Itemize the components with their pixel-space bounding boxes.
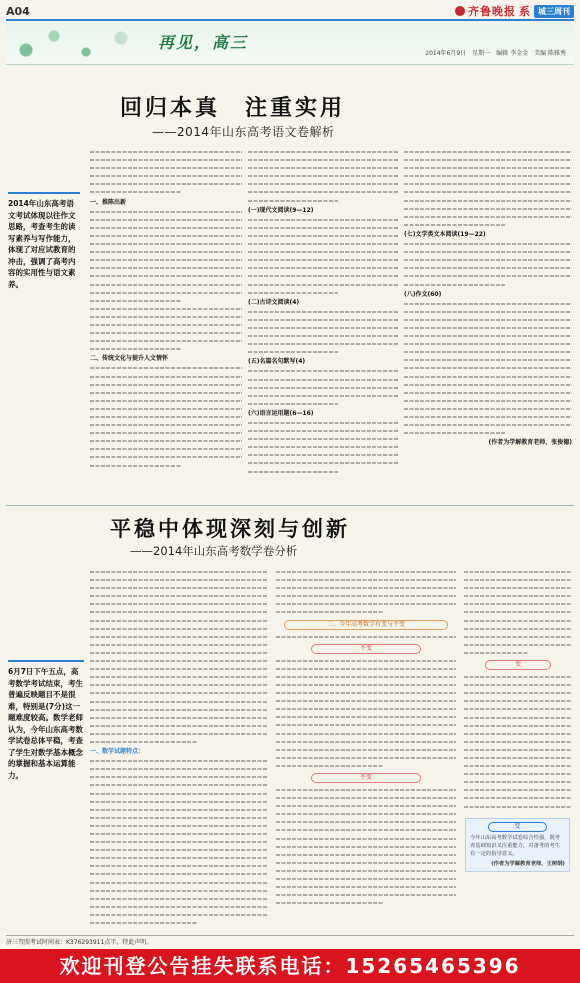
note-pill: 变 <box>488 822 547 832</box>
article2-title: 平稳中体现深刻与创新 <box>110 517 350 541</box>
article1-subtitle: ——2014年山东高考语文卷解析 <box>152 125 335 139</box>
issue-date: 2014年6月9日 星期一 <box>425 50 491 57</box>
banner-title: 再见，高三 <box>158 33 249 52</box>
note-text: 今年山东高考数学试卷综合性强，既考查基础知识又注重能力，对备考的考生有一定的指导意义。 <box>470 835 561 857</box>
article2-subtitle: ——2014年山东高考数学卷分析 <box>130 544 298 558</box>
article1-column-1 <box>90 148 242 500</box>
article1-column-2 <box>248 148 398 500</box>
newspaper-name: 齐鲁晚报 <box>468 5 516 18</box>
article2-column-1 <box>90 568 268 928</box>
article1-heading: (六)语言运用题(6—16) <box>248 409 314 417</box>
article1-heading: (五)名篇名句默写(4) <box>248 358 306 366</box>
article1-heading: (一)现代文阅读(9—12) <box>248 206 314 214</box>
article2-note-box <box>465 818 570 872</box>
article1-heading: (二)古诗文阅读(4) <box>248 298 300 306</box>
section-banner <box>6 22 574 65</box>
section-badge: 城三周刊 <box>534 5 574 18</box>
banner-meta <box>425 48 566 57</box>
article2-section-pill: 不变 <box>311 644 421 654</box>
article1-title: 回归本真 注重实用 <box>120 96 346 121</box>
newspaper-logo-icon <box>455 6 465 16</box>
article1-heading: (八)作文(60) <box>404 290 442 298</box>
article2-heading: 一、数学试题特点： <box>90 748 145 756</box>
article1-lead: 2014年山东高考语文考试体现以往作文思路，考查考生的读写素养与写作能力，体现了对应试教育的冲击，强调了高考内容的实用性与语文素养。 <box>8 192 80 290</box>
header-rule <box>6 19 574 21</box>
classified-ad-banner: 欢迎刊登公告挂失联系电话：15265465396 <box>0 949 580 983</box>
page-number: A04 <box>6 5 30 18</box>
masthead <box>455 3 574 19</box>
article1-heading: 二、传统文化与提升人文情怀 <box>90 355 169 363</box>
article1-author: (作者为学解教育老师，张俊德) <box>488 439 572 447</box>
footer-notice: 济三驾照考试时间表：K376293911点半，特此声明。 <box>6 935 574 948</box>
article1-heading: 一、推陈出新 <box>90 198 127 206</box>
article2-author: (作者为学解教育老师，王树纲) <box>491 861 565 867</box>
article2-section-pill: 不变 <box>311 773 421 783</box>
newspaper-suffix: 系 <box>519 5 531 18</box>
article2-lead: 6月7日下午五点，高考数学考试结束，考生普遍反映题目不是很难，特别是(7分)这一题难度较高。数学老师认为，今年山东高考数学试卷总体平稳，考查了学生对数学基本概念的掌握和基本运算能力。 <box>8 660 84 781</box>
article1-column-3 <box>404 148 572 500</box>
editor-credit: 编辑 李金金 <box>496 50 529 57</box>
article-divider <box>6 505 574 506</box>
article1-heading: (七)文学类文本阅读(19—22) <box>404 230 486 238</box>
article2-section-pill: 二、今年高考数学有变与不变 <box>284 620 448 630</box>
article2-column-3 <box>464 568 572 813</box>
designer-credit: 美编 陈雅秀 <box>534 50 566 57</box>
article2-column-2 <box>276 568 456 928</box>
article2-section-pill: 变 <box>485 660 552 670</box>
banner-decoration <box>6 22 156 64</box>
